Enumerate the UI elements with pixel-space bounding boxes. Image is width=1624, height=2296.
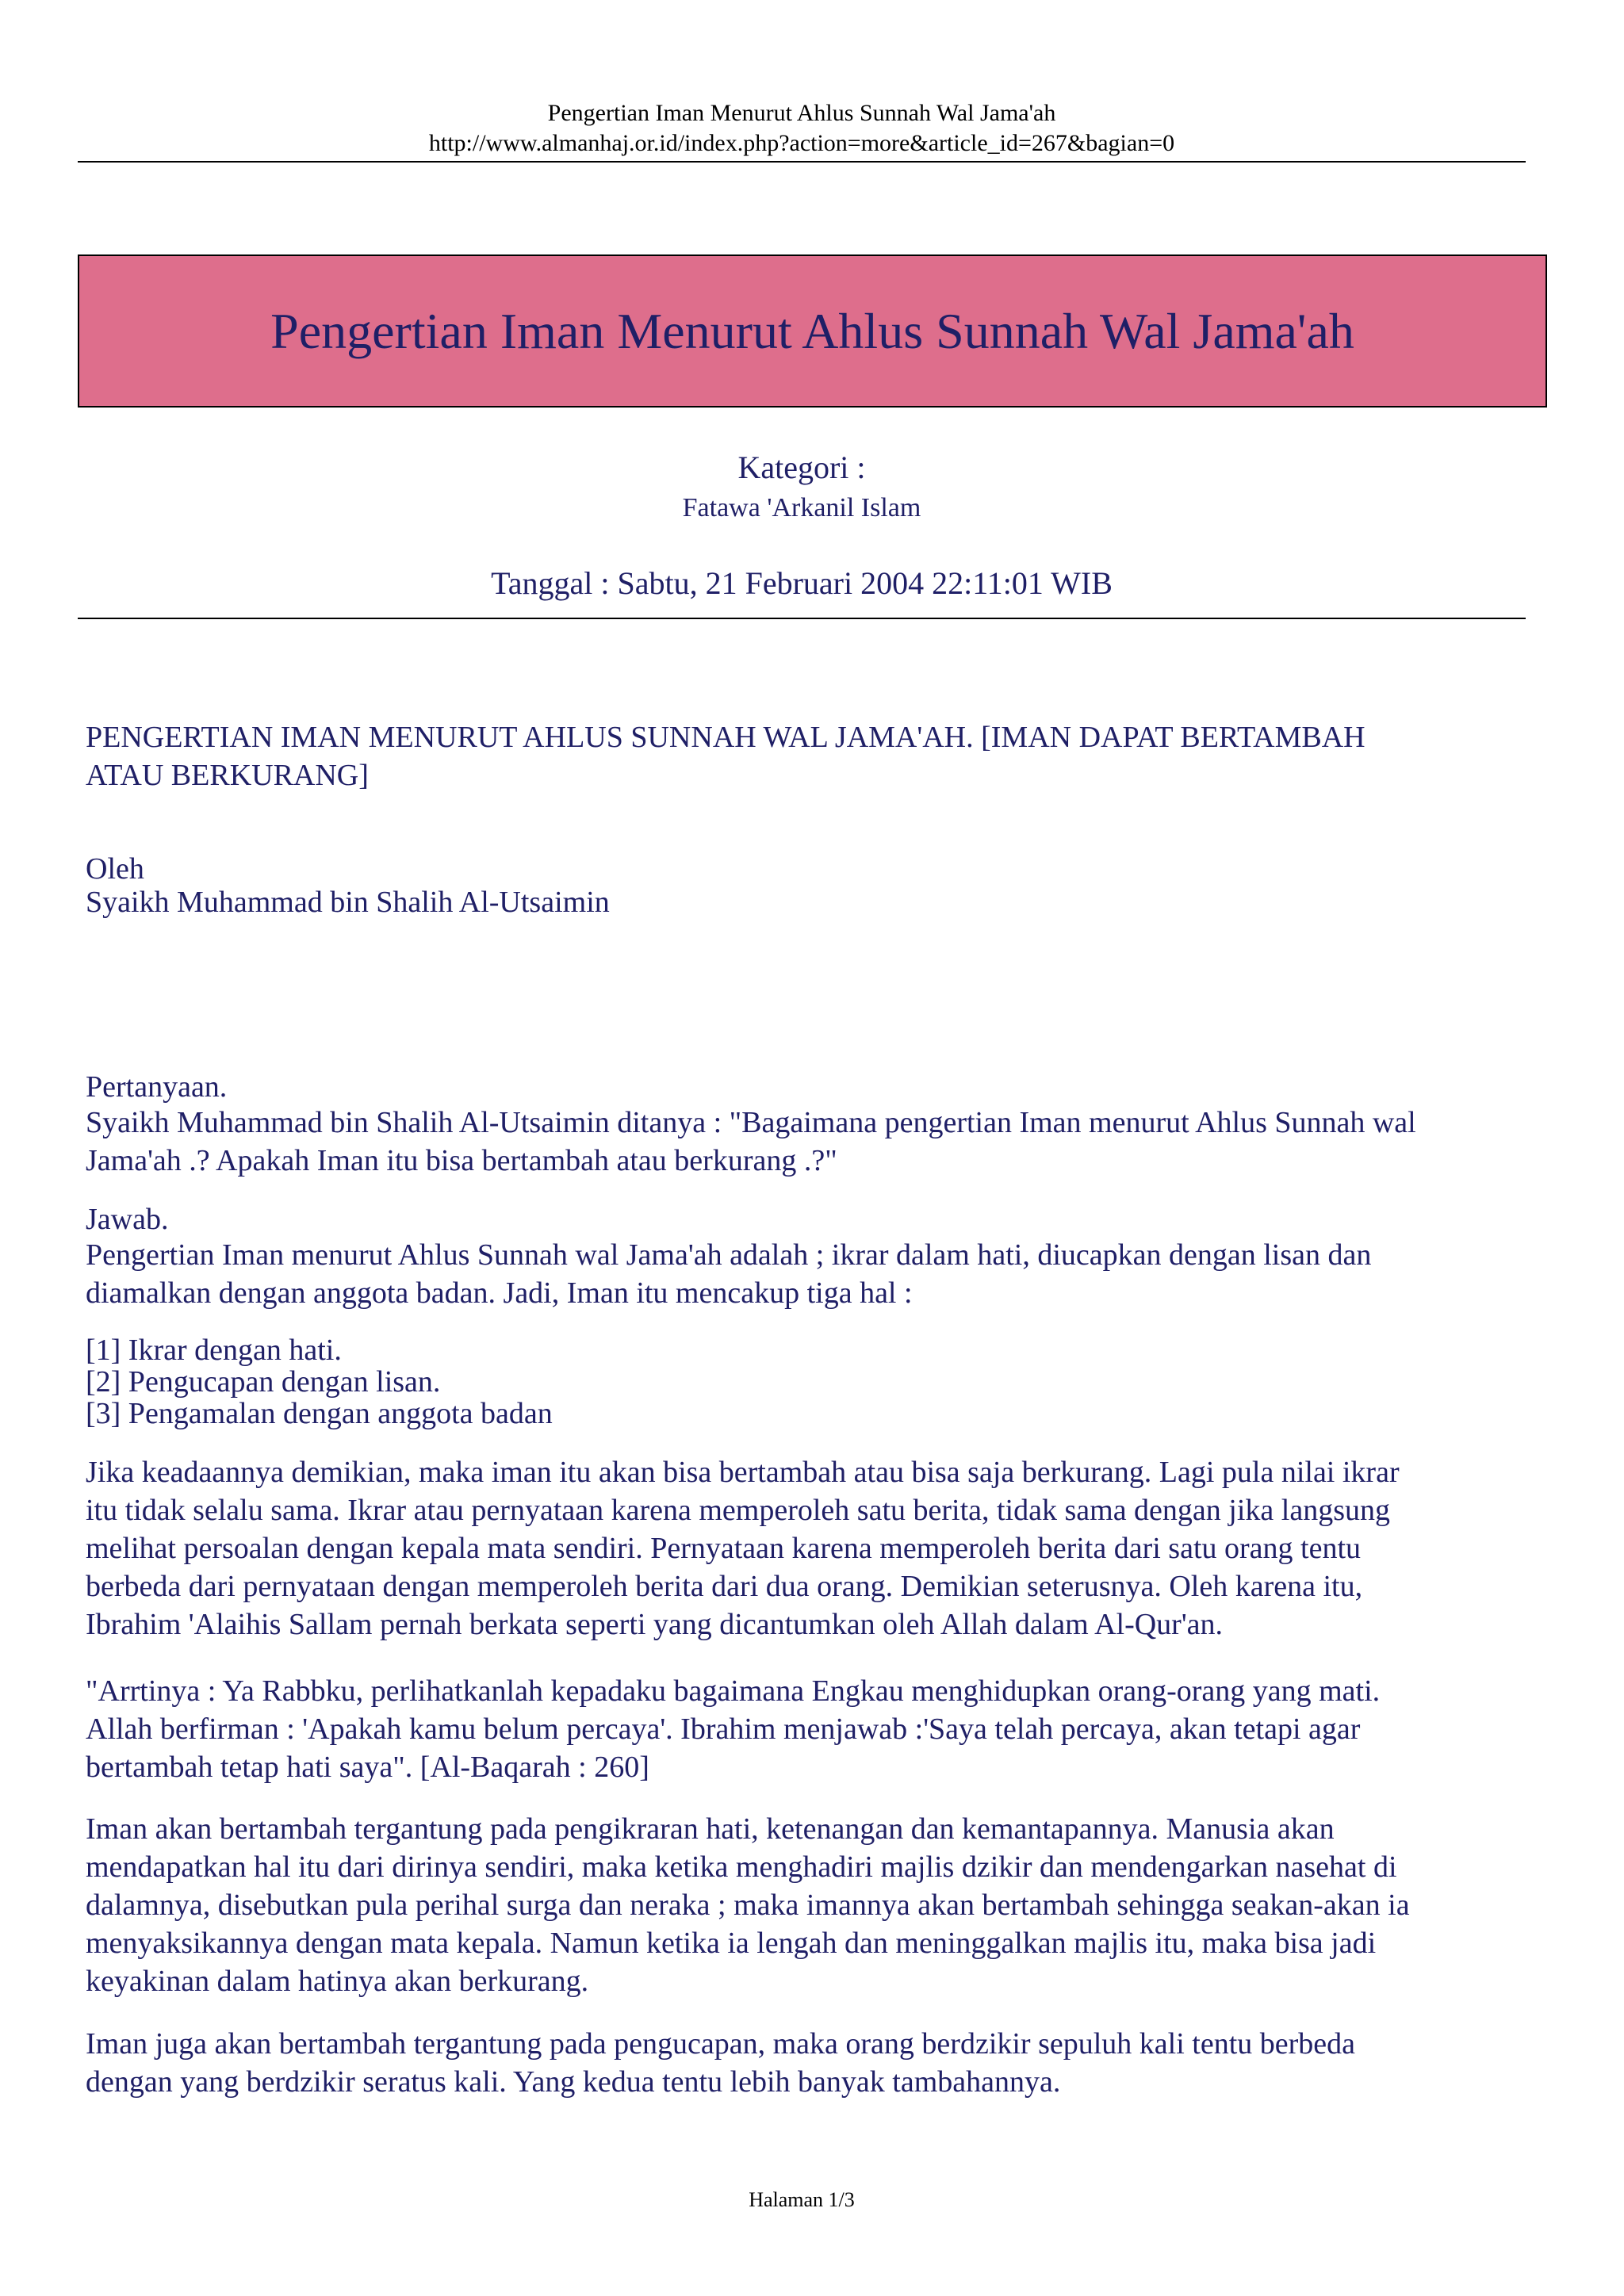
byline — [86, 852, 1545, 919]
list-item: [2] Pengucapan dengan lisan. — [86, 1365, 441, 1399]
paragraph-line: Jika keadaannya demikian, maka iman itu akan bisa bertambah atau bisa saja berkurang. Lagi pula nilai ikrar — [86, 1456, 1400, 1489]
list-item: [1] Ikrar dengan hati. — [86, 1334, 342, 1367]
title-banner — [78, 254, 1547, 408]
paragraph-line: Iman akan bertambah tergantung pada pengikraran hati, ketenangan dan kemantapannya. Manusia akan — [86, 1812, 1335, 1846]
kategori-value: Fatawa 'Arkanil Islam — [682, 493, 921, 522]
header-title: Pengertian Iman Menurut Ahlus Sunnah Wal Jama'ah — [547, 100, 1056, 126]
paragraph-3 — [86, 1810, 1545, 2000]
page-number: Halaman 1/3 — [749, 2188, 855, 2211]
question-block — [86, 1070, 1545, 1180]
paragraph-line: Ibrahim 'Alaihis Sallam pernah berkata seperti yang dicantumkan oleh Allah dalam Al-Qur'an. — [86, 1608, 1224, 1641]
paragraph-line: Allah berfirman : 'Apakah kamu belum percaya'. Ibrahim menjawab :'Saya telah percaya, akan tetapi agar — [86, 1712, 1361, 1746]
article-heading — [86, 718, 1545, 794]
header-rule — [78, 161, 1526, 163]
paragraph-1 — [86, 1453, 1545, 1644]
answer-line: Pengertian Iman menurut Ahlus Sunnah wal Jama'ah adalah ; ikrar dalam hati, diucapkan dengan lisan dan — [86, 1238, 1372, 1272]
paragraph-line: dengan yang berdzikir seratus kali. Yang kedua tentu lebih banyak tambahannya. — [86, 2065, 1061, 2099]
paragraph-line: melihat persoalan dengan kepala mata sendiri. Pernyataan karena memperoleh berita dari satu orang tentu — [86, 1532, 1362, 1565]
paragraph-line: dalamnya, disebutkan pula perihal surga dan neraka ; maka imannya akan bertambah sehingga seakan-akan ia — [86, 1888, 1410, 1922]
meta-rule — [78, 618, 1526, 619]
answer-line: diamalkan dengan anggota badan. Jadi, Iman itu mencakup tiga hal : — [86, 1276, 913, 1310]
question-label: Pertanyaan. — [86, 1070, 228, 1104]
running-header — [78, 98, 1526, 159]
paragraph-line: keyakinan dalam hatinya akan berkurang. — [86, 1965, 589, 1998]
pillars-list — [86, 1334, 1545, 1429]
heading-line: PENGERTIAN IMAN MENURUT AHLUS SUNNAH WAL JAMA'AH. [IMAN DAPAT BERTAMBAH — [86, 721, 1365, 754]
author-name: Syaikh Muhammad bin Shalih Al-Utsaimin — [86, 886, 610, 919]
paragraph-line: itu tidak selalu sama. Ikrar atau pernyataan karena memperoleh satu berita, tidak sama dengan jika langsung — [86, 1494, 1390, 1527]
paragraph-line: bertambah tetap hati saya". [Al-Baqarah : 260] — [86, 1751, 649, 1784]
paragraph-line: berbeda dari pernyataan dengan memperoleh berita dari dua orang. Demikian seterusnya. Oleh karena itu, — [86, 1570, 1363, 1603]
paragraph-line: "Arrtinya : Ya Rabbku, perlihatkanlah kepadaku bagaimana Engkau menghidupkan orang-orang yang mati. — [86, 1674, 1381, 1708]
heading-line: ATAU BERKURANG] — [86, 759, 369, 792]
date-line: Tanggal : Sabtu, 21 Februari 2004 22:11:01 WIB — [491, 565, 1113, 601]
paragraph-line: Iman juga akan bertambah tergantung pada pengucapan, maka orang berdzikir sepuluh kali tentu berbeda — [86, 2027, 1356, 2061]
byline-label: Oleh — [86, 852, 144, 886]
paragraph-line: menyaksikannya dengan mata kepala. Namun ketika ia lengah dan meninggalkan majlis itu, maka bisa jadi — [86, 1927, 1377, 1960]
kategori-label: Kategori : — [737, 450, 866, 485]
header-url: http://www.almanhaj.or.id/index.php?action=more&article_id=267&bagian=0 — [428, 130, 1175, 156]
list-item: [3] Pengamalan dengan anggota badan — [86, 1397, 553, 1430]
paragraph-line: mendapatkan hal itu dari dirinya sendiri, maka ketika menghadiri majlis dzikir dan mendengarkan nasehat di — [86, 1850, 1397, 1884]
paragraph-2-quote — [86, 1672, 1545, 1786]
paragraph-4 — [86, 2025, 1545, 2101]
answer-label: Jawab. — [86, 1203, 169, 1236]
page-title: Pengertian Iman Menurut Ahlus Sunnah Wal Jama'ah — [270, 302, 1354, 359]
question-line: Syaikh Muhammad bin Shalih Al-Utsaimin ditanya : "Bagaimana pengertian Iman menurut Ahlus Sunnah wal — [86, 1106, 1416, 1139]
question-line: Jama'ah .? Apakah Iman itu bisa bertambah atau berkurang .?" — [86, 1144, 837, 1177]
answer-block — [86, 1203, 1545, 1312]
